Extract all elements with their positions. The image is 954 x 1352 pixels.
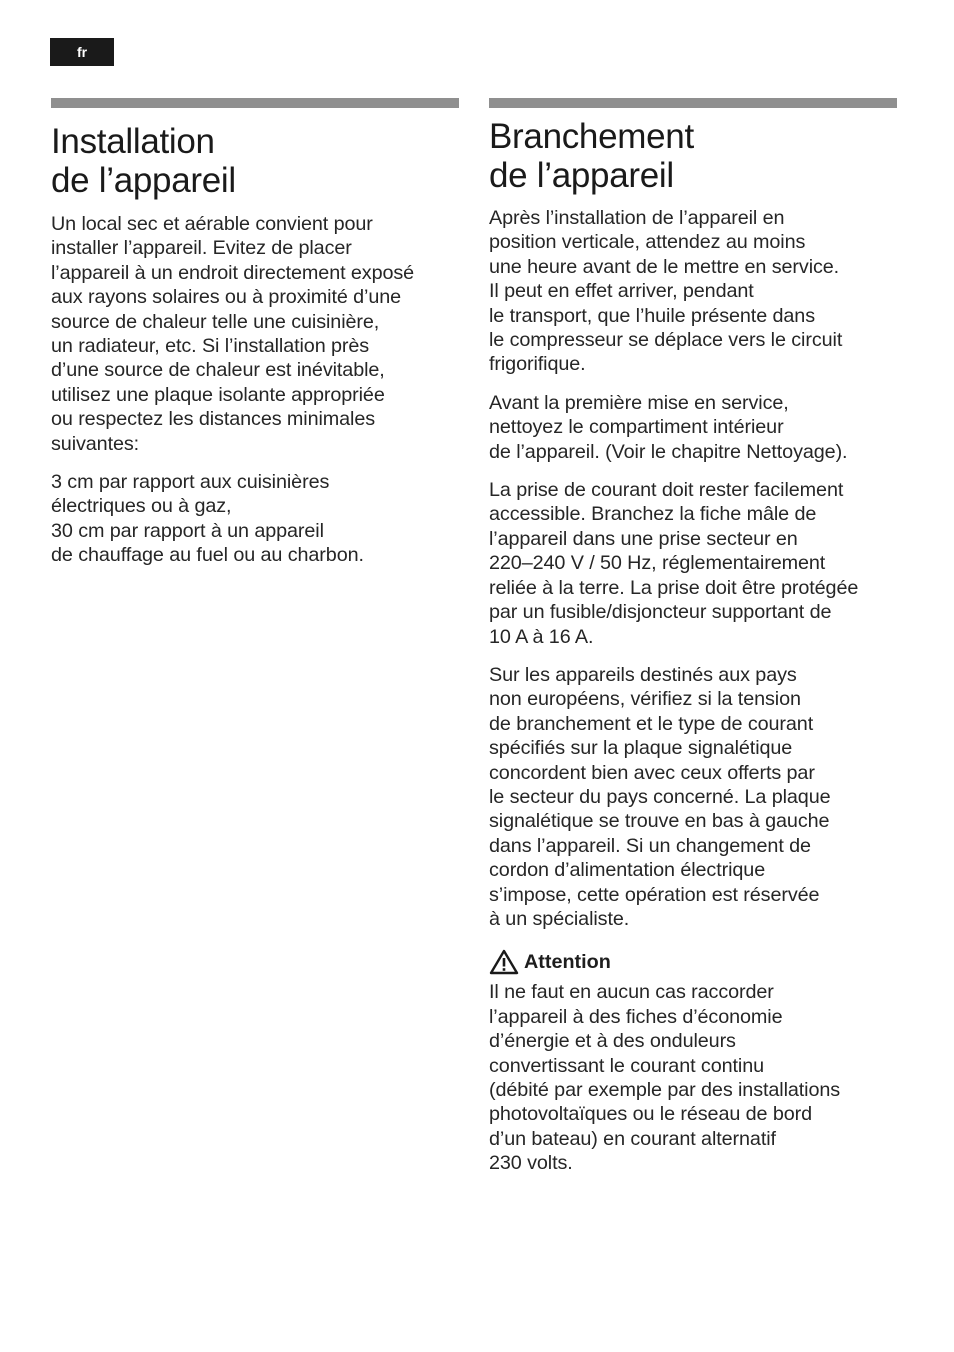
non-european-paragraph: Sur les appareils destinés aux pays non européens, vérifiez si la tension de branchement et le type de courant spécifiés sur la plaque signalétique concordent bien avec ceux offerts par le secteur du pays concerné. La plaque signalétique se trouve en bas à gauche dans l’appareil. Si un changement de cordon d’alimentation électrique s’impose, cette opération est réservée à un spécialiste. — [489, 663, 831, 930]
installation-paragraph: Un local sec et aérable convient pour installer l’appareil. Evitez de placer l’appareil à un endroit directement exposé aux rayons solaires ou à proximité d’une source de chaleur telle une cuisinière, un radiateur, etc. Si l’installation près d’une source de chaleur est inévitable, utilisez une plaque isolante appropriée ou respectez les distances minimales suivantes: — [51, 213, 415, 455]
installation-section — [51, 98, 459, 568]
attention-label: Attention — [524, 950, 611, 973]
section-rule — [489, 98, 897, 108]
attention-heading — [489, 948, 897, 976]
attention-text: Il ne faut en aucun cas raccorder l’appareil à des fiches d’économie d’énergie et à des onduleurs convertissant le courant continu (débité par exemple par des installations photovoltaïques ou le réseau de bord d’un bateau) en courant alternatif 230 volts. — [489, 981, 841, 1175]
power-socket-paragraph: La prise de courant doit rester facilement accessible. Branchez la fiche mâle de l’appareil dans une prise secteur en 220–240 V / 50 Hz, réglementairement reliée à la terre. La prise doit être protégée par un fusible/disjoncteur supportant de 10 A à 16 A. — [489, 479, 859, 648]
installation-distances-paragraph: 3 cm par rapport aux cuisinières électriques ou à gaz, 30 cm par rapport à un appareil de chauffage au fuel ou au charbon. — [51, 471, 364, 567]
section-title: Branchement de l’appareil — [489, 117, 694, 195]
connection-paragraph: Après l’installation de l’appareil en position verticale, attendez au moins une heure avant de le mettre en service. Il peut en effet arriver, pendant le transport, que l’huile présente dans le compresseur se déplace vers le circuit frigorifique. — [489, 207, 843, 376]
section-rule — [51, 98, 459, 108]
connection-section — [489, 98, 897, 1176]
language-tag: fr — [50, 38, 114, 66]
warning-triangle-icon — [489, 949, 519, 975]
cleaning-paragraph: Avant la première mise en service, nettoyez le compartiment intérieur de l’appareil. (Voir le chapitre Nettoyage). — [489, 391, 848, 463]
section-title: Installation de l’appareil — [51, 122, 236, 200]
